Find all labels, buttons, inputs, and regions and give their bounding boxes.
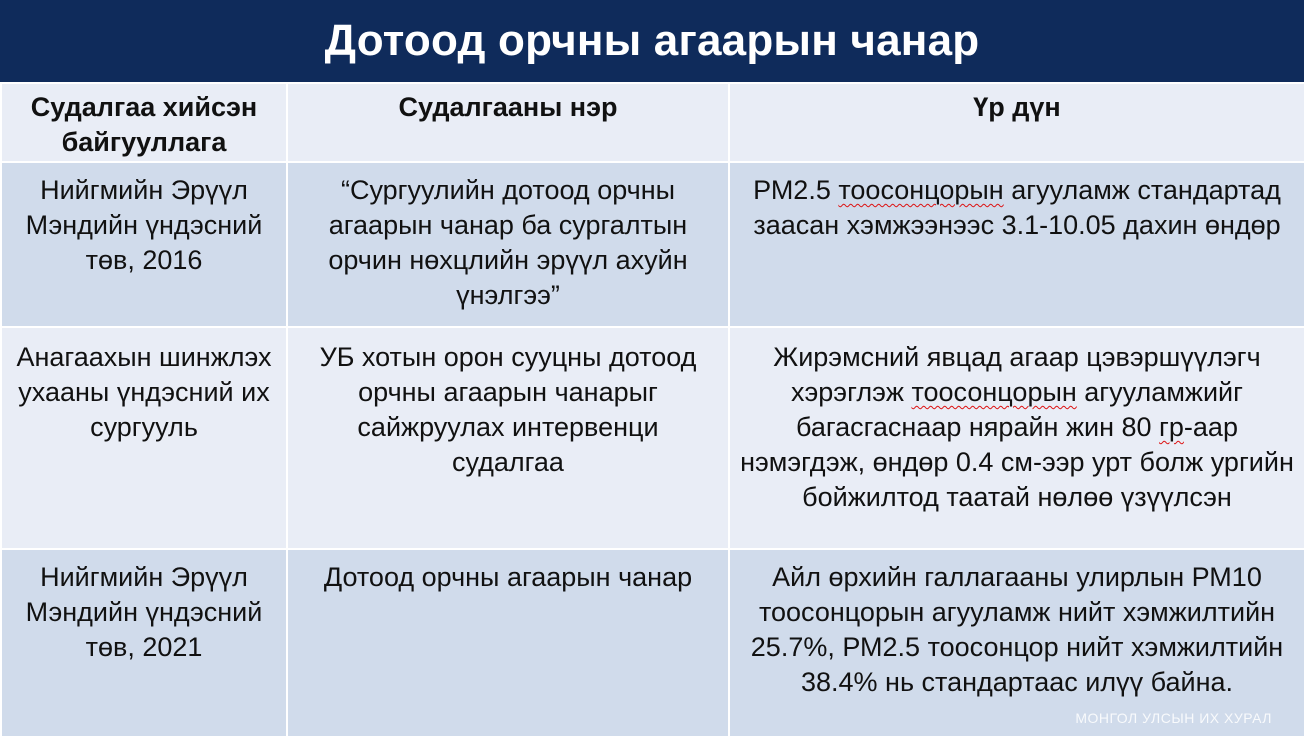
cell-organization: Анагаахын шинжлэх ухааны үндэсний их сургууль xyxy=(1,327,287,549)
table-row xyxy=(1,162,1304,327)
table-row xyxy=(1,327,1304,549)
watermark-text: МОНГОЛ УЛСЫН ИХ ХУРАЛ xyxy=(1075,710,1272,726)
header-study-name: Судалгааны нэр xyxy=(287,83,729,162)
cell-study-name: УБ хотын орон сууцны дотоод орчны агаарын чанарыг сайжруулах интервенци судалгаа xyxy=(287,327,729,549)
table-header-row xyxy=(1,83,1304,162)
cell-organization: Нийгмийн Эрүүл Мэндийн үндэсний төв, 2016 xyxy=(1,162,287,327)
header-result: Үр дүн xyxy=(729,83,1304,162)
header-organization: Судалгаа хийсэн байгууллага xyxy=(1,83,287,162)
table-row xyxy=(1,549,1304,737)
result-text: РМ2.5 xyxy=(753,175,839,205)
page-title: Дотоод орчны агаарын чанар xyxy=(324,16,980,65)
research-table xyxy=(0,82,1304,738)
result-text: агууламжийг багасгаснаар нярайн жин 80 xyxy=(796,377,1243,442)
result-text: Жирэмсний явцад агаар цэвэршүүлэгч хэрэглэж xyxy=(773,342,1261,407)
cell-result xyxy=(729,162,1304,327)
cell-result xyxy=(729,327,1304,549)
cell-organization: Нийгмийн Эрүүл Мэндийн үндэсний төв, 2021 xyxy=(1,549,287,737)
title-bar xyxy=(0,0,1304,82)
cell-study-name: “Сургуулийн дотоод орчны агаарын чанар ба сургалтын орчин нөхцлийн эрүүл ахуйн үнэлгээ” xyxy=(287,162,729,327)
result-text: -аар нэмэгдэж, өндөр 0.4 см-ээр урт болж ургийн бойжилтод таатай нөлөө үзүүлсэн xyxy=(740,412,1294,512)
cell-result: Айл өрхийн галлагааны улирлын РМ10 тоосонцорын агууламж нийт хэмжилтийн 25.7%, РМ2.5 тоосонцор нийт хэмжилтийн 38.4% нь стандартаас илүү байна. xyxy=(729,549,1304,737)
cell-study-name: Дотоод орчны агаарын чанар xyxy=(287,549,729,737)
spellcheck-word: гр xyxy=(1159,412,1184,442)
spellcheck-word: тоосонцорын xyxy=(838,175,1004,205)
result-text: агууламж стандартад заасан хэмжээнээс 3.1-10.05 дахин өндөр xyxy=(753,175,1281,240)
spellcheck-word: тоосонцорын xyxy=(911,377,1077,407)
